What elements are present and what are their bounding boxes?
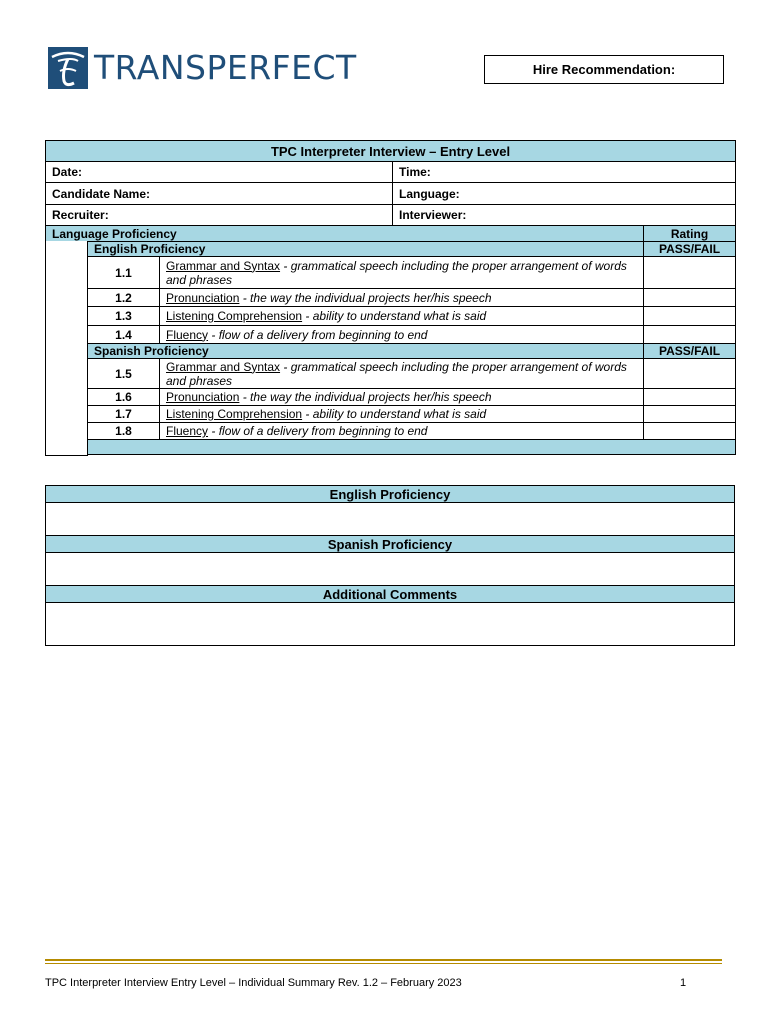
time-field[interactable]: Time:	[393, 162, 736, 183]
rating-cell[interactable]	[644, 257, 736, 289]
footer-document-info: TPC Interpreter Interview Entry Level – Individual Summary Rev. 1.2 – February 2023	[45, 977, 462, 989]
rating-cell[interactable]	[644, 389, 736, 406]
spanish-comments-field[interactable]	[46, 553, 735, 586]
language-proficiency-label: Language Proficiency	[46, 226, 644, 242]
item-number: 1.4	[88, 326, 160, 344]
item-description: Grammar and Syntax - grammatical speech including the proper arrangement of words and phrases	[160, 257, 644, 289]
table-row	[46, 289, 736, 307]
item-number: 1.5	[88, 359, 160, 389]
item-number: 1.2	[88, 289, 160, 307]
english-rating-heading: PASS/FAIL	[644, 242, 736, 257]
recruiter-field[interactable]: Recruiter:	[46, 205, 393, 226]
item-description: Listening Comprehension - ability to understand what is said	[160, 307, 644, 326]
table-row	[46, 359, 736, 389]
item-description: Fluency - flow of a delivery from beginning to end	[160, 423, 644, 440]
item-number: 1.3	[88, 307, 160, 326]
footer-rule-thin	[45, 963, 722, 964]
rating-label: Rating	[644, 226, 736, 242]
item-number: 1.7	[88, 406, 160, 423]
table-row	[46, 389, 736, 406]
transperfect-logo-icon	[48, 47, 88, 89]
rating-cell[interactable]	[644, 289, 736, 307]
table-row	[46, 423, 736, 440]
rating-cell[interactable]	[644, 406, 736, 423]
item-description: Pronunciation - the way the individual projects her/his speech	[160, 389, 644, 406]
english-proficiency-heading: English Proficiency	[88, 242, 644, 257]
page-number: 1	[680, 977, 687, 989]
table-row	[46, 326, 736, 344]
rating-cell[interactable]	[644, 326, 736, 344]
spanish-rating-heading: PASS/FAIL	[644, 344, 736, 359]
item-description: Grammar and Syntax - grammatical speech including the proper arrangement of words and phrases	[160, 359, 644, 389]
rating-cell[interactable]	[644, 359, 736, 389]
item-description: Pronunciation - the way the individual projects her/his speech	[160, 289, 644, 307]
item-description: Listening Comprehension - ability to understand what is said	[160, 406, 644, 423]
interviewer-field[interactable]: Interviewer:	[393, 205, 736, 226]
item-description: Fluency - flow of a delivery from beginning to end	[160, 326, 644, 344]
form-title: TPC Interpreter Interview – Entry Level	[46, 141, 736, 162]
spanish-comments-heading: Spanish Proficiency	[46, 536, 735, 553]
logo-wordmark: TRANSPERFECT	[94, 48, 357, 87]
additional-comments-heading: Additional Comments	[46, 586, 735, 603]
interview-form-table	[45, 140, 736, 456]
spanish-proficiency-heading: Spanish Proficiency	[88, 344, 644, 359]
rating-cell[interactable]	[644, 307, 736, 326]
candidate-name-field[interactable]: Candidate Name:	[46, 183, 393, 205]
item-number: 1.6	[88, 389, 160, 406]
comments-table	[45, 485, 735, 646]
rating-cell[interactable]	[644, 423, 736, 440]
footer-rule	[45, 959, 722, 961]
item-number: 1.1	[88, 257, 160, 289]
table-footer-band	[88, 440, 736, 455]
transperfect-logo	[48, 46, 357, 90]
table-row	[46, 257, 736, 289]
additional-comments-field[interactable]	[46, 603, 735, 646]
english-comments-field[interactable]	[46, 503, 735, 536]
item-number: 1.8	[88, 423, 160, 440]
indent-spacer	[46, 242, 88, 456]
table-row	[46, 307, 736, 326]
date-field[interactable]: Date:	[46, 162, 393, 183]
table-row	[46, 406, 736, 423]
english-comments-heading: English Proficiency	[46, 486, 735, 503]
language-field[interactable]: Language:	[393, 183, 736, 205]
hire-recommendation-box[interactable]: Hire Recommendation:	[484, 55, 724, 84]
